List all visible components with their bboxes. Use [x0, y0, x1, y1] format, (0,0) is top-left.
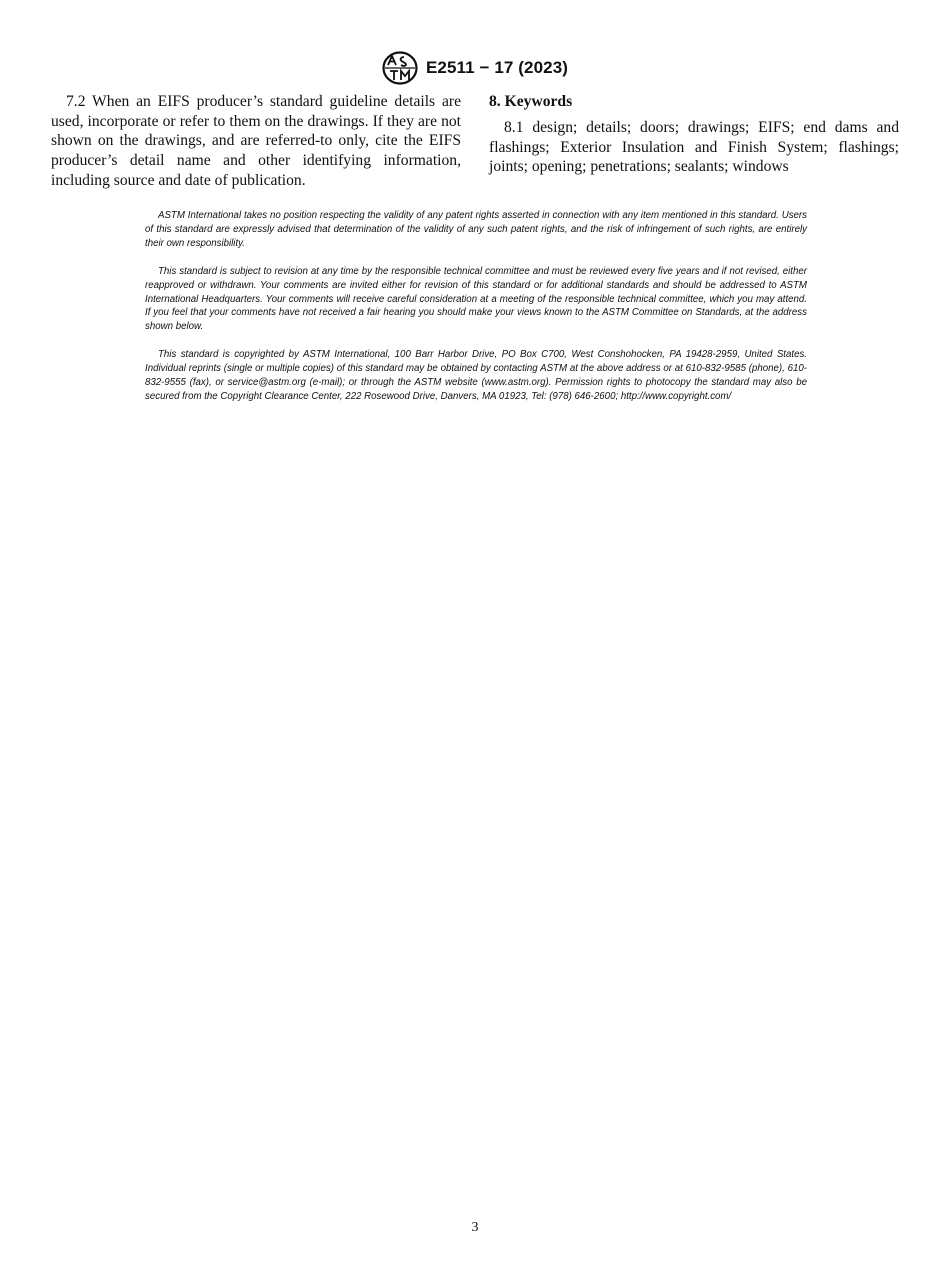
page-header: [0, 50, 950, 86]
document-designation: E2511 − 17 (2023): [425, 58, 569, 77]
patent-notice: ASTM International takes no position respecting the validity of any patent rights asserted in connection with any item mentioned in this standard. Users of this standard are expressly advised that determination of the validity of any such patent rights, and the risk of infringement of such rights, are entirely their own responsibility.: [145, 210, 807, 249]
page-number: 3: [471, 1220, 479, 1235]
section-heading-keywords: 8. Keywords: [489, 93, 573, 110]
copyright-notice: This standard is copyrighted by ASTM International, 100 Barr Harbor Drive, PO Box C700, West Conshohocken, PA 19428-2959, United States. Individual reprints (single or multiple copies) of this standard may be obtained by contacting ASTM at the above address or at 610-832-9585 (phone), 610-832-9555 (fax), or service@astm.org (e-mail); or through the ASTM website (www.astm.org). Permission rights to photocopy the standard may also be secured from the Copyright Clearance Center, 222 Rosewood Drive, Danvers, MA 01923, Tel: (978) 646-2600; http://www.copyright.com/: [145, 349, 807, 402]
legal-notices: [145, 209, 807, 418]
paragraph-8-1: 8.1 design; details; doors; drawings; EIFS; end dams and flashings; Exterior Insulation and Finish System; flashings; joints; opening; penetrations; sealants; windows: [489, 119, 899, 176]
paragraph-7-2: 7.2 When an EIFS producer’s standard guideline details are used, incorporate or refer to them on the drawings. If they are not shown on the drawings, and are referred-to only, cite the EIFS producer’s detail name and other identifying information, including source and date of publication.: [51, 93, 461, 189]
right-column: [489, 92, 899, 177]
revision-notice: This standard is subject to revision at any time by the responsible technical committee and must be reviewed every five years and if not revised, either reapproved or withdrawn. Your comments are invited either for revision of this standard or for additional standards and should be addressed to ASTM International Headquarters. Your comments will receive careful consideration at a meeting of the responsible technical committee, which you may attend. If you feel that your comments have not received a fair hearing you should make your views known to the ASTM Committee on Standards, at the address shown below.: [145, 265, 807, 333]
left-column: [51, 92, 461, 191]
astm-logo-icon: [382, 51, 418, 85]
